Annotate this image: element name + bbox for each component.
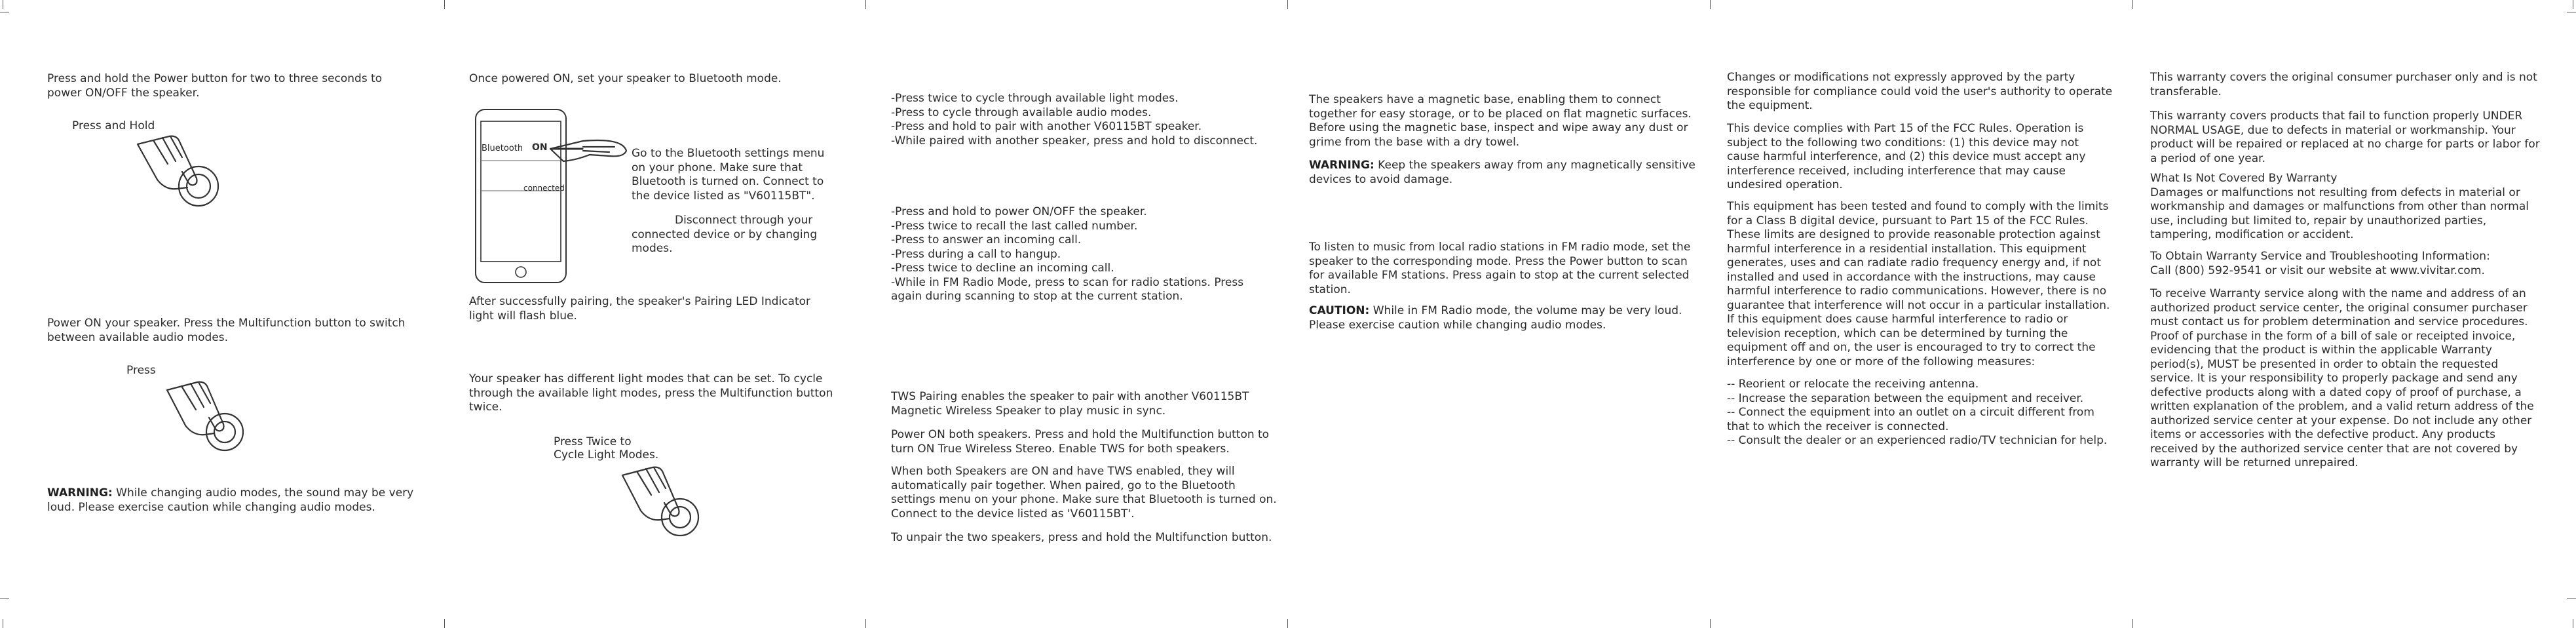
crop-mark [865, 619, 866, 628]
crop-mark [2132, 619, 2133, 628]
press-hand-icon [161, 377, 252, 462]
crop-mark [1710, 619, 1711, 628]
audio-mode-warning [47, 486, 427, 515]
list-item: -- Connect the equipment into an outlet on a circuit different from that to which the receiver is connected. [1727, 406, 2094, 433]
warranty-contact [2150, 250, 2543, 278]
tws-unpair: To unpair the two speakers, press and hold the Multifunction button. [891, 531, 1272, 544]
section-title: What Is Not Covered By Warranty [2150, 172, 2338, 185]
contact-info[interactable]: Call (800) 592-9541 or visit our website at www.vivitar.com. [2150, 264, 2485, 277]
tap-hand-icon [537, 131, 629, 190]
phone-connected-label: connected [523, 184, 565, 193]
press-hold-hand-icon [131, 131, 223, 216]
warranty-exclusions [2150, 172, 2543, 243]
warning-text: Keep the speakers away from any magnetically sensitive devices to avoid damage. [1309, 159, 1695, 186]
crop-mark [865, 0, 866, 9]
audio-mode-instructions: Power ON your speaker. Press the Multifunction button to switch between available audio modes. [47, 317, 406, 344]
fcc-interference: If this equipment does cause harmful interference to radio or television reception, which can be determined by turning the equipment off and on, the user is encouraged to try to correct the interference by one or more of the following measures: [1727, 313, 2096, 368]
crop-mark [0, 598, 9, 599]
disconnect-instructions: Disconnect through your connected device or by changing modes. [632, 214, 818, 255]
tws-step-1: Power ON both speakers. Press and hold the Multifunction button to turn ON True Wireless Stereo. Enable TWS for both speakers. [891, 428, 1270, 456]
crop-mark [1287, 619, 1288, 628]
cycle-light-label: Cycle Light Modes. [554, 448, 659, 461]
fm-caution [1309, 304, 1695, 332]
tws-intro: TWS Pairing enables the speaker to pair with another V60115BT Magnetic Wireless Speaker to play music in sync. [891, 390, 1249, 418]
list-item: -Press twice to recall the last called number. [891, 219, 1138, 233]
list-item: -Press twice to decline an incoming call. [891, 262, 1114, 275]
fcc-changes: Changes or modifications not expressly approved by the party responsible for compliance could void the user's authority to operate the equipment. [1727, 71, 2113, 112]
power-button-list [891, 205, 1278, 304]
caution-text: While in FM Radio mode, the volume may be very loud. Please exercise caution while changing audio modes. [1309, 304, 1682, 332]
bluetooth-intro: Once powered ON, set your speaker to Bluetooth mode. [469, 72, 782, 85]
pairing-led-note: After successfully pairing, the speaker's Pairing LED Indicator light will flash blue. [469, 295, 810, 323]
press-label: Press [126, 364, 156, 377]
list-item: -- Reorient or relocate the receiving antenna. [1727, 378, 1979, 391]
warranty-terms: This warranty covers products that fail to function properly UNDER NORMAL USAGE, due to defects in material or workmanship. Your product will be repaired or replaced at no charge for parts or labor for a period of one year. [2150, 109, 2540, 165]
warning-text: While changing audio modes, the sound may be very loud. Please exercise caution while changing audio modes. [47, 486, 414, 514]
list-item: -While paired with another speaker, press and hold to disconnect. [891, 134, 1258, 147]
light-modes-instructions: Your speaker has different light modes that can be set. To cycle through the available light modes, press the Multifunction button twice. [469, 372, 833, 414]
list-item: -Press and hold to pair with another V60115BT speaker. [891, 120, 1202, 133]
section-title: To Obtain Warranty Service and Troubleshooting Information: [2150, 250, 2490, 263]
crop-mark [1710, 0, 1711, 9]
section-text: Damages or malfunctions not resulting from defects in material or workmanship and damages or malfunctions from other than normal use, including but limited to, repair by unauthorized parties, tampering, modification or accident. [2150, 186, 2529, 241]
warranty-service: To receive Warranty service along with the name and address of an authorized product service center, the original consumer purchaser must contact us for problem determination and service procedures. Proof of purchase in the form of a bill of sale or receipted invoice, evidencing that the product is within the applicable Warranty period(s), MUST be presented in order to obtain the requested service. It is your responsibility to properly package and send any defective products along with a dated copy of proof of purchase, a written explanation of the problem, and a valid return address of the authorized service center at your expense. Do not include any other items or accessories with the defective product. Any products received by the authorized service center that are not covered by warranty will be returned unrepaired. [2150, 287, 2534, 469]
warranty-coverage: This warranty covers the original consumer purchaser only and is not transferable. [2150, 71, 2537, 98]
list-item: -Press to answer an incoming call. [891, 233, 1082, 246]
crop-mark [444, 0, 445, 9]
phone-on-label: ON [532, 142, 548, 153]
power-instructions: Press and hold the Power button for two to three seconds to power ON/OFF the speaker. [47, 72, 383, 100]
crop-mark [1287, 0, 1288, 9]
list-item: -Press during a call to hangup. [891, 247, 1061, 261]
tws-step-2: When both Speakers are ON and have TWS enabled, they will automatically pair together. When paired, go to the Bluetooth settings menu on your phone. Make sure that Bluetooth is turned on. Connect to the device listed as 'V60115BT'. [891, 465, 1277, 520]
bluetooth-instructions: Go to the Bluetooth settings menu on your phone. Make sure that Bluetooth is turned on. Connect to the device listed as "V60115BT". [632, 147, 825, 203]
list-item: -Press to cycle through available audio modes. [891, 106, 1152, 119]
crop-mark [2132, 0, 2133, 9]
fcc-class-b: This equipment has been tested and found to comply with the limits for a Class B digital device, pursuant to Part 15 of the FCC Rules. These limits are designed to provide reasonable protection against harmful interference in a residential installation. This equipment generates, uses and can radiate radio frequency energy and, if not installed and used in accordance with the instructions, may cause harmful interference to radio communications. However, there is no guarantee that interference will not occur in a particular installation. [1727, 200, 2110, 312]
caution-label: CAUTION: [1309, 304, 1370, 317]
press-hold-label: Press and Hold [72, 119, 155, 132]
crop-mark [444, 619, 445, 628]
magnetic-base-text: The speakers have a magnetic base, enabling them to connect together for easy storage, or to be placed on flat magnetic surfaces. Before using the magnetic base, inspect and wipe away any dust or grime from the base with a dry towel. [1309, 93, 1692, 149]
list-item: -- Increase the separation between the equipment and receiver. [1727, 391, 2084, 405]
list-item: -Press and hold to power ON/OFF the speaker. [891, 205, 1147, 218]
press-twice-label: Press Twice to [554, 435, 632, 448]
list-item: -While in FM Radio Mode, press to scan for radio stations. Press again during scanning to stop at the current station. [891, 275, 1244, 303]
list-item: -Press twice to cycle through available light modes. [891, 92, 1179, 105]
list-item: -- Consult the dealer or an experienced radio/TV technician for help. [1727, 434, 2108, 447]
crop-mark [2567, 598, 2576, 599]
fcc-measures [1727, 378, 2113, 448]
fcc-part15: This device complies with Part 15 of the FCC Rules. Operation is subject to the following two conditions: (1) this device may not cause harmful interference, and (2) this device must accept any interference received, including interference that may cause undesired operation. [1727, 122, 2086, 191]
multifunction-list [891, 92, 1278, 148]
phone-bluetooth-label: Bluetooth [482, 144, 523, 153]
fm-radio-text: To listen to music from local radio stations in FM radio mode, set the speaker to the corresponding mode. Press the Power button to scan for available FM stations. Press again to stop at the current selected station. [1309, 241, 1691, 296]
magnetic-warning [1309, 159, 1695, 187]
press-twice-hand-icon [616, 462, 708, 547]
warning-label: WARNING: [1309, 159, 1374, 172]
warning-label: WARNING: [47, 486, 113, 500]
